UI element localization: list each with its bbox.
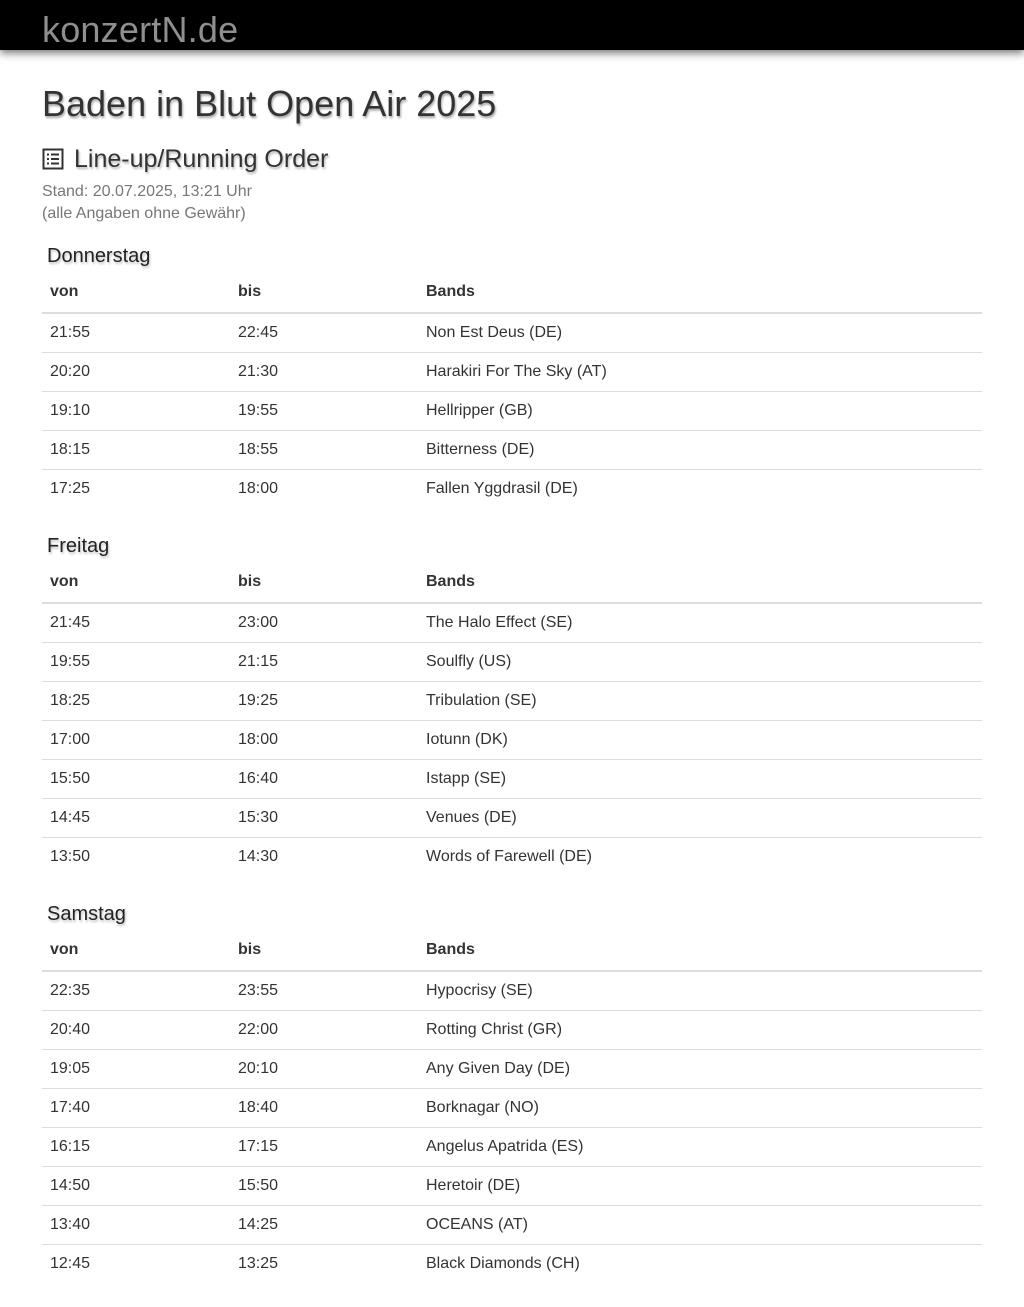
table-header-row xyxy=(42,272,982,313)
day-title: Donnerstag xyxy=(47,245,151,267)
table-row xyxy=(42,603,982,643)
band-name: OCEANS (AT) xyxy=(418,1206,982,1245)
section-header xyxy=(42,143,328,175)
top-navbar xyxy=(0,0,1024,50)
table-row xyxy=(42,971,982,1011)
end-time: 15:50 xyxy=(230,1167,418,1206)
table-row xyxy=(42,760,982,799)
day-title: Samstag xyxy=(47,903,126,925)
end-time: 19:25 xyxy=(230,682,418,721)
table-row xyxy=(42,799,982,838)
band-name: Black Diamonds (CH) xyxy=(418,1245,982,1284)
end-time: 22:00 xyxy=(230,1011,418,1050)
end-time: 23:55 xyxy=(238,982,279,999)
table-row xyxy=(42,838,982,877)
band-name: Hellripper (GB) xyxy=(418,392,982,431)
end-time: 21:15 xyxy=(230,643,418,682)
band-name: Borknagar (NO) xyxy=(418,1089,982,1128)
schedule-days xyxy=(42,240,982,1305)
table-row xyxy=(42,392,982,431)
table-row xyxy=(42,721,982,760)
column-header-bands: Bands xyxy=(418,272,982,313)
schedule-table xyxy=(42,272,982,508)
table-row xyxy=(42,313,982,353)
table-row xyxy=(42,1011,982,1050)
column-header-from: von xyxy=(42,562,230,603)
schedule-table xyxy=(42,562,982,876)
band-name: Heretoir (DE) xyxy=(418,1167,982,1206)
column-header-bands: Bands xyxy=(418,930,982,971)
start-time: 19:05 xyxy=(42,1050,230,1089)
band-name: Harakiri For The Sky (AT) xyxy=(418,353,982,392)
band-name: Soulfly (US) xyxy=(418,643,982,682)
band-name: Bitterness (DE) xyxy=(418,431,982,470)
band-name: The Halo Effect (SE) xyxy=(426,614,573,631)
table-row xyxy=(42,353,982,392)
start-time: 20:40 xyxy=(42,1011,230,1050)
band-name: Iotunn (DK) xyxy=(418,721,982,760)
status-info xyxy=(42,181,252,225)
schedule-table xyxy=(42,930,982,1283)
column-header-to: bis xyxy=(230,272,418,313)
end-time: 18:55 xyxy=(230,431,418,470)
updated-timestamp: Stand: 20.07.2025, 13:21 Uhr xyxy=(42,183,252,200)
start-time: 15:50 xyxy=(42,760,230,799)
table-row xyxy=(42,682,982,721)
start-time: 17:40 xyxy=(42,1089,230,1128)
start-time: 13:40 xyxy=(42,1206,230,1245)
end-time: 15:30 xyxy=(230,799,418,838)
band-name: Venues (DE) xyxy=(418,799,982,838)
table-row xyxy=(42,1245,982,1284)
end-time: 13:25 xyxy=(230,1245,418,1284)
column-header-to: bis xyxy=(230,562,418,603)
table-row xyxy=(42,1128,982,1167)
band-name: Words of Farewell (DE) xyxy=(418,838,982,877)
band-name: Hypocrisy (SE) xyxy=(426,982,533,999)
end-time: 18:40 xyxy=(230,1089,418,1128)
table-row xyxy=(42,643,982,682)
end-time: 16:40 xyxy=(230,760,418,799)
band-name: Tribulation (SE) xyxy=(418,682,982,721)
day-block xyxy=(42,240,982,508)
start-time: 12:45 xyxy=(42,1245,230,1284)
disclaimer: (alle Angaben ohne Gewähr) xyxy=(42,205,246,222)
table-row xyxy=(42,1050,982,1089)
start-time: 17:25 xyxy=(42,470,230,509)
day-title: Freitag xyxy=(47,535,110,557)
table-header-row xyxy=(42,930,982,971)
end-time: 18:00 xyxy=(230,721,418,760)
start-time: 21:45 xyxy=(50,614,91,631)
column-header-to: bis xyxy=(230,930,418,971)
start-time: 18:25 xyxy=(42,682,230,721)
column-header-from: von xyxy=(42,930,230,971)
start-time: 21:55 xyxy=(50,324,91,341)
band-name: Angelus Apatrida (ES) xyxy=(418,1128,982,1167)
end-time: 14:25 xyxy=(230,1206,418,1245)
end-time: 23:00 xyxy=(238,614,279,631)
start-time: 14:45 xyxy=(42,799,230,838)
start-time: 17:00 xyxy=(42,721,230,760)
end-time: 18:00 xyxy=(230,470,418,509)
section-title: Line-up/Running Order xyxy=(74,144,329,173)
table-row xyxy=(42,470,982,509)
band-name: Rotting Christ (GR) xyxy=(418,1011,982,1050)
end-time: 19:55 xyxy=(230,392,418,431)
band-name: Istapp (SE) xyxy=(418,760,982,799)
day-block xyxy=(42,898,982,1283)
band-name: Any Given Day (DE) xyxy=(418,1050,982,1089)
column-header-from: von xyxy=(42,272,230,313)
list-icon xyxy=(42,148,64,170)
end-time: 21:30 xyxy=(230,353,418,392)
start-time: 20:20 xyxy=(42,353,230,392)
day-block xyxy=(42,530,982,876)
page-title: Baden in Blut Open Air 2025 xyxy=(42,83,497,124)
start-time: 13:50 xyxy=(42,838,230,877)
start-time: 18:15 xyxy=(42,431,230,470)
end-time: 17:15 xyxy=(230,1128,418,1167)
table-row xyxy=(42,1167,982,1206)
site-brand-link[interactable]: konzertN.de xyxy=(42,9,239,50)
start-time: 16:15 xyxy=(42,1128,230,1167)
start-time: 22:35 xyxy=(50,982,91,999)
table-header-row xyxy=(42,562,982,603)
band-name: Fallen Yggdrasil (DE) xyxy=(418,470,982,509)
end-time: 22:45 xyxy=(238,324,279,341)
band-name: Non Est Deus (DE) xyxy=(426,324,563,341)
start-time: 14:50 xyxy=(42,1167,230,1206)
start-time: 19:55 xyxy=(42,643,230,682)
end-time: 14:30 xyxy=(230,838,418,877)
start-time: 19:10 xyxy=(42,392,230,431)
table-row xyxy=(42,1089,982,1128)
table-row xyxy=(42,431,982,470)
table-row xyxy=(42,1206,982,1245)
end-time: 20:10 xyxy=(230,1050,418,1089)
column-header-bands: Bands xyxy=(418,562,982,603)
